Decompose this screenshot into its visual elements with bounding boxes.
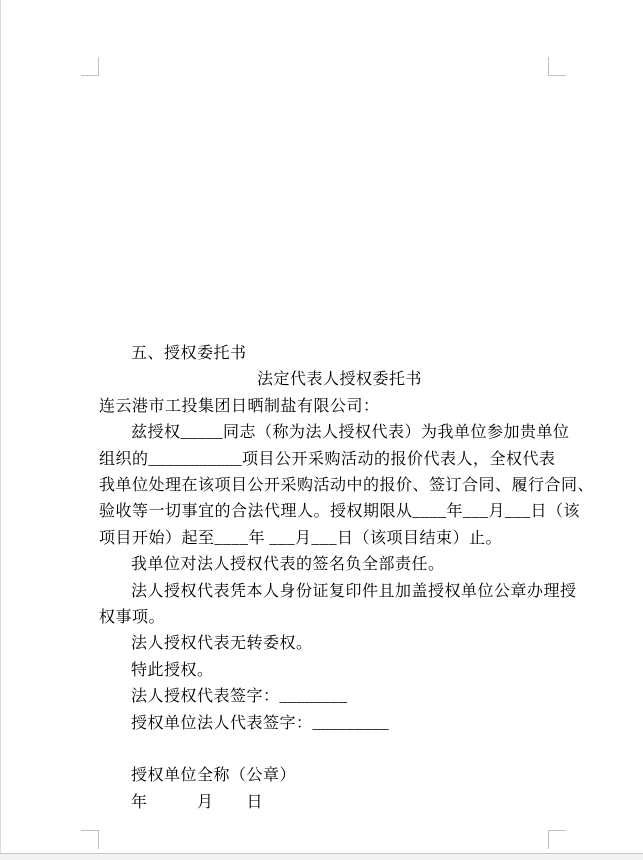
body-line-id-requirement-1: 法人授权代表凭本人身份证复印件且加盖授权单位公章办理授 — [131, 582, 577, 600]
unit-name-seal-line: 授权单位全称（公章） — [131, 767, 297, 785]
text-boundary-mark-bottom-right — [548, 830, 566, 849]
page-bottom-edge — [0, 853, 643, 860]
text-boundary-mark-top-left — [81, 57, 99, 76]
signature-line-authorized-rep: 法人授权代表签字：________ — [131, 688, 348, 706]
addressee-line: 连云港市工投集团日晒制盐有限公司： — [99, 397, 380, 415]
blank-line — [99, 737, 548, 763]
date-line: 年 月 日 — [131, 793, 264, 811]
text-boundary-mark-top-right — [548, 57, 566, 76]
text-boundary-mark-bottom-left — [81, 830, 99, 849]
body-line-authorize-2: 组织的___________项目公开采购活动的报价代表人，全权代表 — [99, 450, 556, 468]
body-line-authorize-4: 验收等一切事宜的合法代理人。授权期限从____年___月___日（该 — [99, 503, 581, 521]
signature-line-legal-rep: 授权单位法人代表签字：_________ — [131, 714, 390, 732]
body-line-responsibility: 我单位对法人授权代表的签名负全部责任。 — [131, 556, 445, 574]
body-line-authorize-1: 兹授权_____同志（称为法人授权代表）为我单位参加贵单位 — [131, 424, 570, 442]
body-line-no-delegation: 法人授权代表无转委权。 — [131, 635, 313, 653]
document-title: 法定代表人授权委托书 — [256, 371, 422, 389]
document-text-block — [99, 341, 595, 816]
body-line-authorize-5: 项目开始）起至____年 ___月___日（该项目结束）止。 — [99, 529, 503, 547]
body-line-hereby-authorize: 特此授权。 — [131, 661, 214, 679]
section-heading: 五、授权委托书 — [131, 345, 247, 362]
body-line-authorize-3: 我单位处理在该项目公开采购活动中的报价、签订合同、履行合同、 — [99, 477, 595, 495]
body-line-id-requirement-2: 权事项。 — [99, 609, 166, 627]
